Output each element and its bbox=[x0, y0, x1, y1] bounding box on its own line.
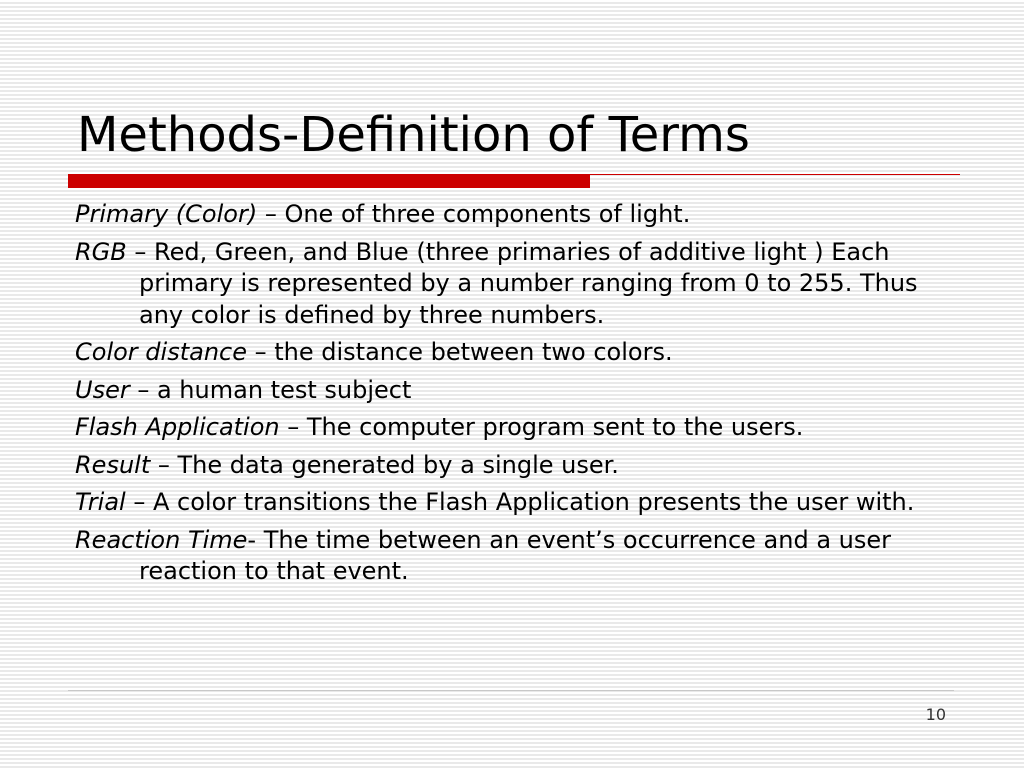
definition-separator: – bbox=[246, 338, 275, 366]
title-underline-bar bbox=[68, 174, 590, 188]
definition-trial bbox=[75, 487, 965, 519]
definition-text: the distance between two colors. bbox=[274, 338, 673, 366]
definition-rgb bbox=[75, 237, 965, 332]
definition-reaction-time bbox=[75, 525, 965, 588]
definition-text: Red, Green, and Blue (three primaries of additive light ) Each primary is represented by a number ranging from 0 to 255. Thus any color is defined by three numbers. bbox=[139, 237, 918, 329]
title-underline-line bbox=[590, 174, 960, 175]
definition-color-distance bbox=[75, 337, 965, 369]
definition-text: a human test subject bbox=[156, 375, 412, 404]
page-number: 10 bbox=[925, 705, 946, 724]
definition-primary-color bbox=[75, 199, 965, 231]
definition-separator: - bbox=[247, 525, 264, 554]
definitions-list bbox=[75, 199, 965, 594]
slide-title: Methods-Definition of Terms bbox=[77, 107, 750, 163]
definition-user bbox=[75, 375, 965, 407]
footer-divider bbox=[68, 690, 954, 691]
definition-separator: – bbox=[150, 450, 178, 479]
definition-separator: – bbox=[257, 200, 285, 228]
definition-term: User bbox=[75, 375, 130, 404]
definition-text: The time between an event’s occurrence and a user reaction to that event. bbox=[139, 525, 892, 585]
definition-term: Color distance bbox=[75, 338, 247, 366]
definition-term: Trial bbox=[75, 488, 126, 516]
definition-separator: – bbox=[129, 375, 157, 404]
definition-text: The data generated by a single user. bbox=[177, 450, 619, 479]
definition-term: RGB bbox=[75, 237, 127, 266]
definition-term: Primary (Color) bbox=[75, 200, 258, 228]
definition-result bbox=[75, 450, 965, 482]
title-underline bbox=[68, 174, 960, 188]
definition-term: Result bbox=[75, 450, 151, 479]
definition-term: Reaction Time bbox=[75, 525, 248, 554]
definition-term: Flash Application bbox=[75, 413, 280, 441]
definition-text: One of three components of light. bbox=[284, 200, 691, 228]
definition-flash-application bbox=[75, 412, 965, 444]
definition-separator: – bbox=[126, 237, 155, 266]
definition-separator: – bbox=[125, 488, 153, 516]
definition-separator: – bbox=[279, 413, 307, 441]
definition-text: The computer program sent to the users. bbox=[306, 413, 804, 441]
definition-text: A color transitions the Flash Application presents the user with. bbox=[152, 488, 915, 516]
